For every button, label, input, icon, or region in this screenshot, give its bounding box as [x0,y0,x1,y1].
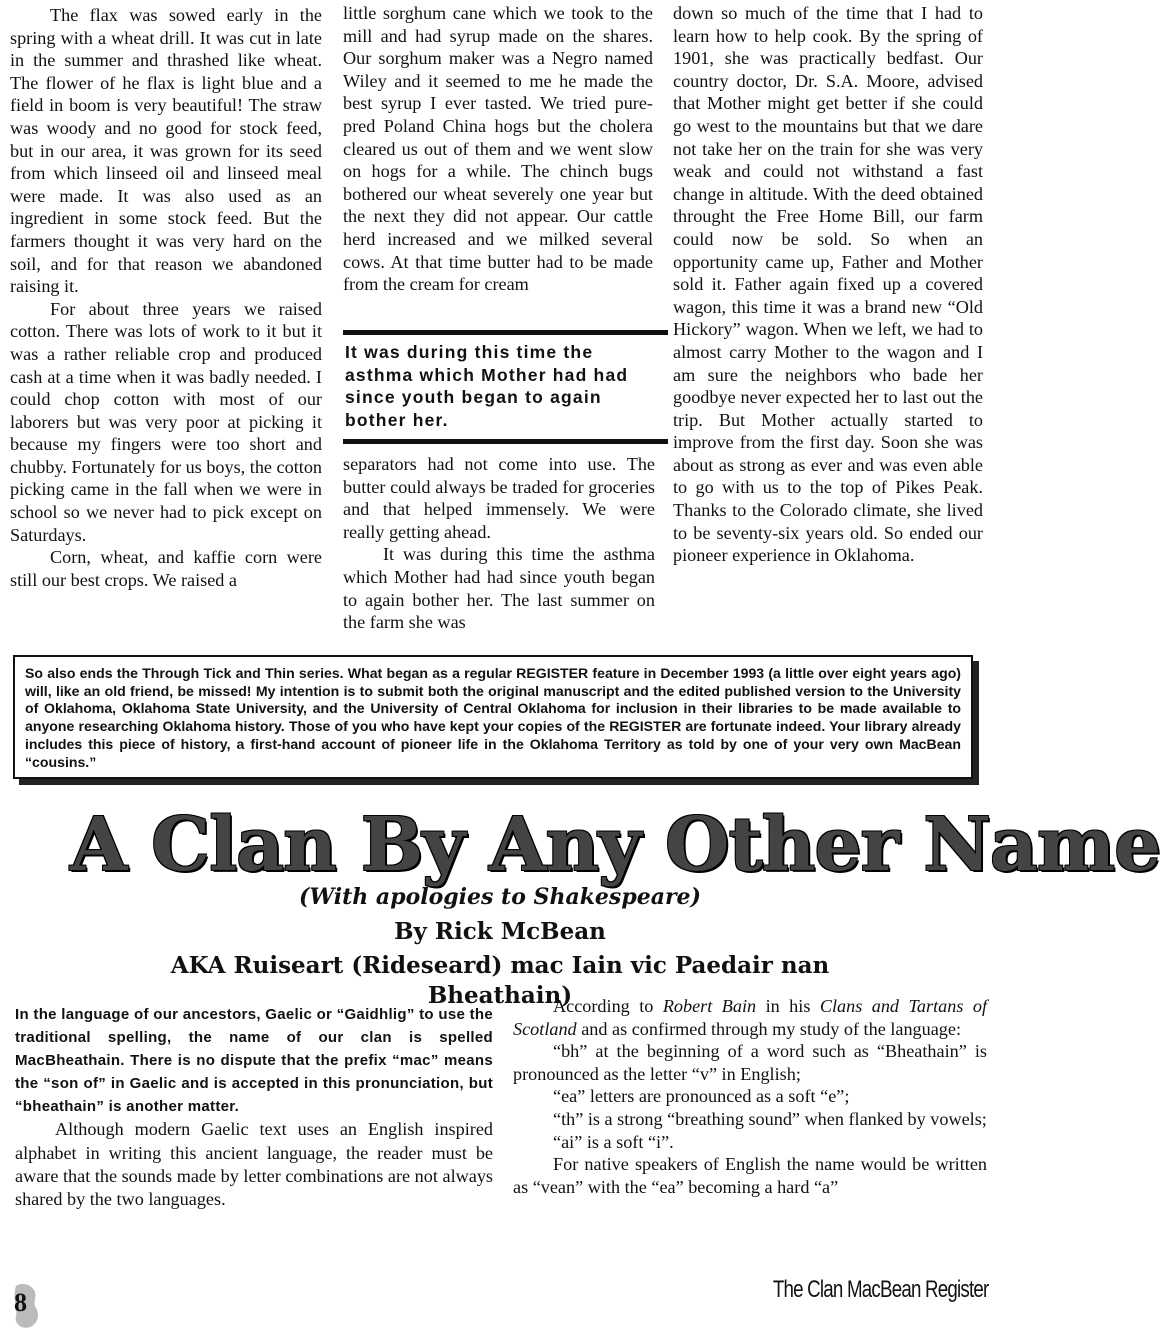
pull-quote-rule-bottom [343,439,668,444]
paragraph: “ai” is a soft “i”. [553,1131,674,1152]
paragraph [513,995,987,1040]
article-column-right [513,995,987,1198]
paragraph: It was during this time the asthma which Mother had had since youth began to again bother her. The last summer on the farm she was [343,544,655,633]
article-subtitle: (With apologies to Shakespeare) [299,884,701,910]
text-run: in his [756,996,820,1016]
pull-quote [343,330,668,444]
paragraph: The flax was sowed early in the spring with a wheat drill. It was cut in late in the summer and thrashed like wheat. The flower of he flax is light blue and a field in boom is very beautiful! The straw was woody and no good for stock feed, but in our area, it was grown for its seed from which linseed oil and linseed meal were made. It was also used as an ingredient in some stock feed. But the farmers thought it was very hard on the soil, and for that reason we abandoned raising it. [10,5,322,297]
paragraph: “ea” letters are pronounced as a soft “e”; [553,1086,850,1107]
article-title: A Clan By Any Other Name [70,802,1160,888]
column-2-bottom [343,453,655,634]
article-byline: By Rick McBean [394,918,606,945]
publication-name: The Clan MacBean Register [772,1276,988,1303]
pull-quote-rule-top [343,330,668,335]
text-run: and as confirmed through my study of the language: [576,1018,962,1039]
paragraph: For native speakers of English the name would be written as “vean” with the “ea” becoming a hard “a” [513,1154,987,1197]
article-lead: In the language of our ancestors, Gaelic or “Gaidhlig” to use the traditional spelling, the name of our clan is spelled MacBheathain. There is no dispute that the prefix “mac” means the “son of” in Gaelic and is accepted in this pronunciation, but “bheathain” is another matter. [15,1006,493,1116]
editor-note-text: So also ends the Through Tick and Thin series. What began as a regular REGISTER feature in December 1993 (a little over eight years ago) will, like an old friend, be missed! My intention is to submit both the original manuscript and the edited published version to the University of Oklahoma, Oklahoma State University, and the University of Central Oklahoma for inclusion in their libraries to be made available to anyone researching Oklahoma history. Those of you who have kept your copies of the REGISTER are fortunate indeed. Your library already includes this piece of history, a first-hand account of pioneer life in the Oklahoma Territory as told by one of your very own MacBean “cousins.” [25,665,961,770]
paragraph: For about three years we raised cotton. There was lots of work to it but it was a rather reliable crop and produced cash at a time when it was badly needed. I could chop cotton with most of our laborers but was very poor at picking it because my fingers were too short and chubby. Fortunately for us boys, the cotton picking came in the fall when we were in school so we never had to pick except on Saturdays. [10,298,323,545]
page-number: 8 [14,1288,27,1317]
paragraph: Although modern Gaelic text uses an English inspired alphabet in writing this ancient language, the reader must be aware that the sounds made by letter combinations are not always shared by the two languages. [15,1119,493,1210]
paragraph: down so much of the time that I had to learn how to help cook. By the spring of 1901, she was practically bedfast. Our country doctor, Dr. S.A. Moore, advised that Mother might get better if she could go west to the mountains but that we dare not take her on the train for she was very weak and could not withstand a fast change in altitude. With the deed obtained throught the Free Home Bill, our farm could now be sold. So when an opportunity came up, Father and Mother sold it. Father again fixed up a covered wagon, this time it was a brand new “Old Hickory” wagon. When we left, we had to almost carry Mother to the wagon and I am sure the neighbors who bade her goodbye never expected her to last out the trip. But Mother actually started to improve from the first day. Soon she was about as strong as ever and was even able to go with us to the top of Pikes Peak. Thanks to the Colorado climate, she lived to be seventy-six years old. So ended our pioneer experience in Oklahoma. [673,3,983,566]
column-1 [10,4,322,591]
editor-note-box [13,655,973,779]
pull-quote-text: It was during this time the asthma which Mother had had since youth began to again bother her. [345,342,629,430]
paragraph: little sorghum cane which we took to the mill and had syrup made on the shares. Our sorghum maker was a Negro named Wiley and it seemed to me he made the best syrup I ever tasted. We tried pure-pred Poland China hogs but the cholera cleared us out of them and we went slow on hogs for a while. The chinch bugs bothered our wheat severely one year but the next they did not appear. Our cattle herd increased and we milked several cows. At that time butter had to be made from the cream for cream [343,3,653,295]
book-title: Clans and Tartans of Scotland [513,996,987,1039]
text-run: According to [553,996,663,1016]
article-column-left [15,1003,493,1211]
article-aka: AKA Ruiseart (Rideseard) mac Iain vic Paedair nan Bheathain) [170,952,830,1009]
paragraph: “bh” at the beginning of a word such as “Bheathain” is pronounced as the letter “v” in English; [513,1041,987,1084]
paragraph: separators had not come into use. The butter could always be traded for groceries and that helped immensely. We were really getting ahead. [343,454,655,542]
author-name: Robert Bain [662,996,757,1016]
column-2-top [343,2,653,296]
paragraph: “th” is a strong “breathing sound” when flanked by vowels; [553,1108,987,1129]
column-3 [673,2,983,567]
paragraph: Corn, wheat, and kaffie corn were still our best crops. We raised a [10,547,322,590]
